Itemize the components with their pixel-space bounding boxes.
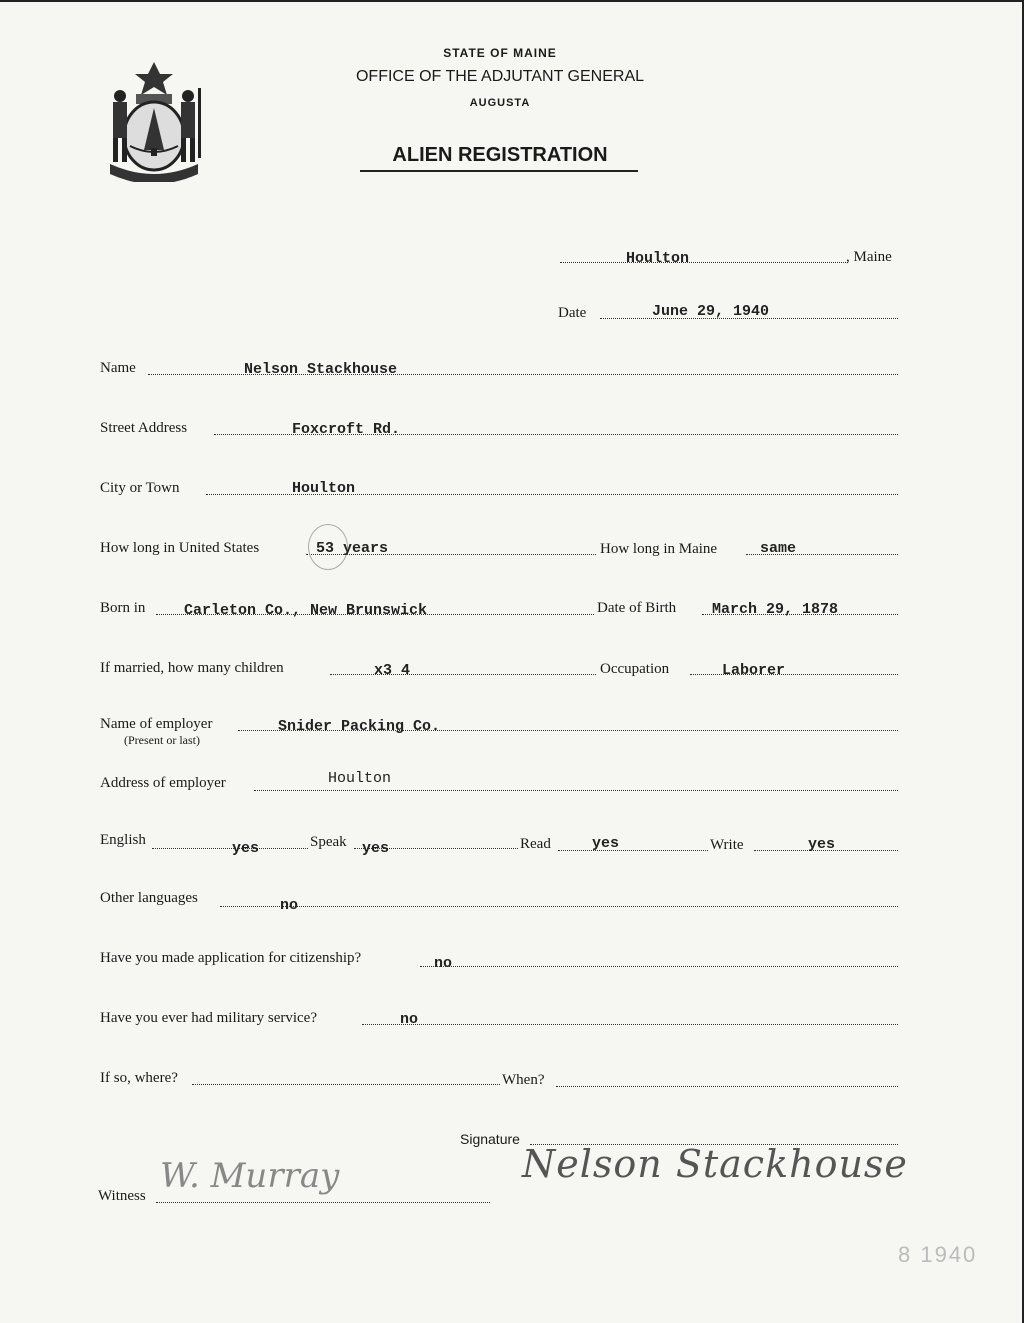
name-label: Name: [100, 360, 136, 376]
received-stamp: 8 1940: [898, 1242, 978, 1267]
city-value: Houlton: [292, 480, 356, 497]
office-heading: OFFICE OF THE ADJUTANT GENERAL: [355, 68, 645, 85]
city-label: City or Town: [100, 480, 180, 496]
military-label: Have you ever had military service?: [100, 1010, 317, 1026]
employer-value: Snider Packing Co.: [278, 718, 441, 735]
read-label: Read: [520, 836, 551, 852]
name-value: Nelson Stackhouse: [244, 361, 398, 378]
signature-value: Nelson Stackhouse: [522, 1142, 908, 1186]
date-label: Date: [558, 305, 587, 321]
occupation-value: Laborer: [722, 662, 786, 679]
us-years-label: How long in United States: [100, 540, 260, 556]
write-value: yes: [808, 836, 836, 853]
witness-label: Witness: [98, 1188, 146, 1204]
employer-label: Name of employer: [100, 716, 213, 732]
citizenship-value: no: [434, 955, 453, 972]
state-heading: STATE OF MAINE: [443, 46, 557, 60]
maine-seal-icon: [100, 58, 208, 182]
read-value: yes: [592, 835, 620, 852]
speak-value: yes: [362, 840, 390, 857]
street-value: Foxcroft Rd.: [292, 421, 401, 438]
witness-value: W. Murray: [160, 1156, 340, 1196]
speak-label: Speak: [310, 834, 347, 850]
born-value: Carleton Co., New Brunswick: [184, 602, 428, 619]
city-heading: AUGUSTA: [469, 97, 531, 109]
english-value: yes: [232, 840, 260, 857]
place-value: Houlton: [626, 250, 690, 267]
write-label: Write: [710, 837, 744, 853]
military-value: no: [400, 1011, 419, 1028]
employer-sublabel: (Present or last): [124, 733, 200, 747]
born-label: Born in: [100, 600, 146, 616]
employer-address-label: Address of employer: [100, 775, 226, 791]
form-title: ALIEN REGISTRATION: [392, 144, 608, 166]
citizenship-label: Have you made application for citizenship?: [100, 950, 362, 966]
occupation-label: Occupation: [600, 661, 670, 677]
other-languages-label: Other languages: [100, 890, 198, 906]
dob-label: Date of Birth: [597, 600, 677, 616]
dob-value: March 29, 1878: [712, 601, 839, 618]
place-suffix: , Maine: [846, 249, 892, 265]
english-label: English: [100, 832, 146, 848]
us-years-value: 53 years: [316, 540, 389, 557]
signature-label: Signature: [460, 1131, 520, 1147]
date-value: June 29, 1940: [652, 303, 770, 320]
maine-years-value: same: [760, 540, 797, 557]
when-label: When?: [502, 1072, 545, 1088]
street-label: Street Address: [100, 420, 188, 436]
children-value: x3 4: [374, 662, 411, 679]
other-languages-value: no: [280, 897, 299, 914]
maine-years-label: How long in Maine: [600, 541, 718, 557]
children-label: If married, how many children: [100, 660, 284, 676]
title-underline: [360, 170, 638, 172]
employer-address-value: Houlton: [328, 770, 392, 787]
where-label: If so, where?: [100, 1070, 178, 1086]
